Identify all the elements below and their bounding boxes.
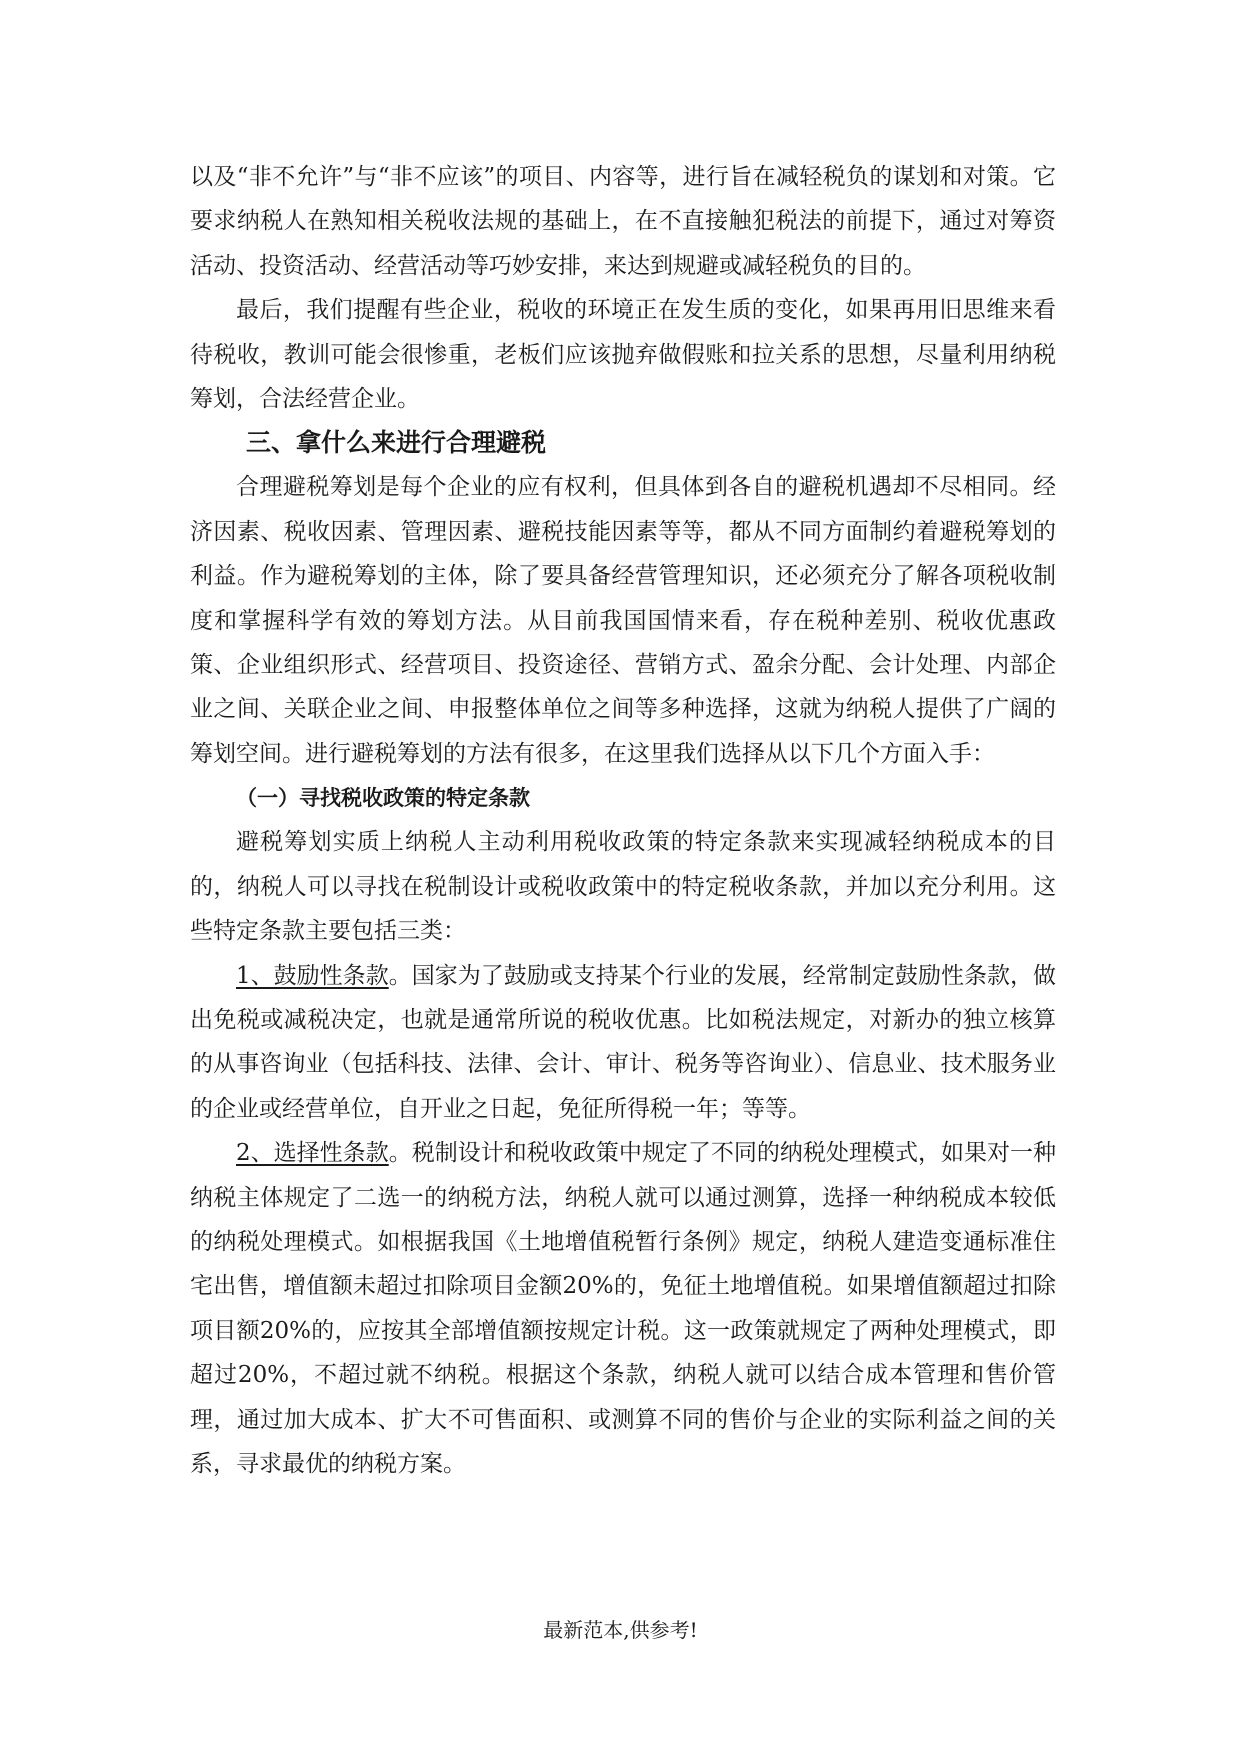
page-footer: 最新范本,供参考! bbox=[543, 1618, 698, 1642]
incentive-clause-label: 1、鼓励性条款 bbox=[236, 962, 389, 989]
section-heading: 三、拿什么来进行合理避税 bbox=[246, 428, 547, 458]
paragraph-specific-clauses: 避税筹划实质上纳税人主动利用税收政策的特定条款来实现减轻纳税成本的目的，纳税人可以寻找在税制设计或税收政策中的特定税收条款，并加以充分利用。这些特定条款主要包括三类： bbox=[190, 829, 1056, 945]
selective-clause-text: 。税制设计和税收政策中规定了不同的纳税处理模式，如果对一种纳税主体规定了二选一的纳税方法，纳税人就可以通过测算，选择一种纳税成本较低的纳税处理模式。如根据我国《土地增值税暂行条例》规定，纳税人建造变通标准住宅出售，增值额未超过扣除项目金额20%的，免征土地增值税。如果增值额超过扣除项目额20%的，应按其全部增值额按规定计税。这一政策就规定了两种处理模式，即超过20%，不超过就不纳税。根据这个条款，纳税人就可以结合成本管理和售价管理，通过加大成本、扩大不可售面积、或测算不同的售价与企业的实际利益之间的关系，寻求最优的纳税方案。 bbox=[190, 1140, 1057, 1477]
paragraph-intro: 合理避税筹划是每个企业的应有权利，但具体到各自的避税机遇却不尽相同。经济因素、税收因素、管理因素、避税技能因素等等，都从不同方面制约着避税筹划的利益。作为避税筹划的主体，除了要具备经营管理知识，还必须充分了解各项税收制度和掌握科学有效的筹划方法。从目前我国国情来看，存在税种差别、税收优惠政策、企业组织形式、经营项目、投资途径、营销方式、盈余分配、会计处理、内部企业之间、关联企业之间、申报整体单位之间等多种选择，这就为纳税人提供了广阔的筹划空间。进行避税筹划的方法有很多，在这里我们选择从以下几个方面入手： bbox=[190, 474, 1056, 767]
subsection-heading: （一）寻找税收政策的特定条款 bbox=[236, 786, 530, 811]
paragraph-continuation: 以及“非不允许”与“非不应该”的项目、内容等，进行旨在减轻税负的谋划和对策。它要求纳税人在熟知相关税收法规的基础上，在不直接触犯税法的前提下，通过对筹资活动、投资活动、经营活动等巧妙安排，来达到规避或减轻税负的目的。 bbox=[190, 164, 1056, 279]
paragraph-selective-clause bbox=[190, 1131, 1056, 1486]
document-body bbox=[190, 155, 1056, 1486]
incentive-clause-text: 。国家为了鼓励或支持某个行业的发展，经常制定鼓励性条款，做出免税或减税决定，也就是通常所说的税收优惠。比如税法规定，对新办的独立核算的从事咨询业（包括科技、法律、会计、审计、税务等咨询业）、信息业、技术服务业的企业或经营单位，自开业之日起，免征所得税一年；等等。 bbox=[190, 962, 1057, 1122]
selective-clause-label: 2、选择性条款 bbox=[236, 1140, 389, 1167]
paragraph-conclusion: 最后，我们提醒有些企业，税收的环境正在发生质的变化，如果再用旧思维来看待税收，教训可能会很惨重，老板们应该抛弃做假账和拉关系的思想，尽量利用纳税筹划，合法经营企业。 bbox=[190, 297, 1056, 413]
paragraph-incentive-clause bbox=[190, 954, 1056, 1132]
